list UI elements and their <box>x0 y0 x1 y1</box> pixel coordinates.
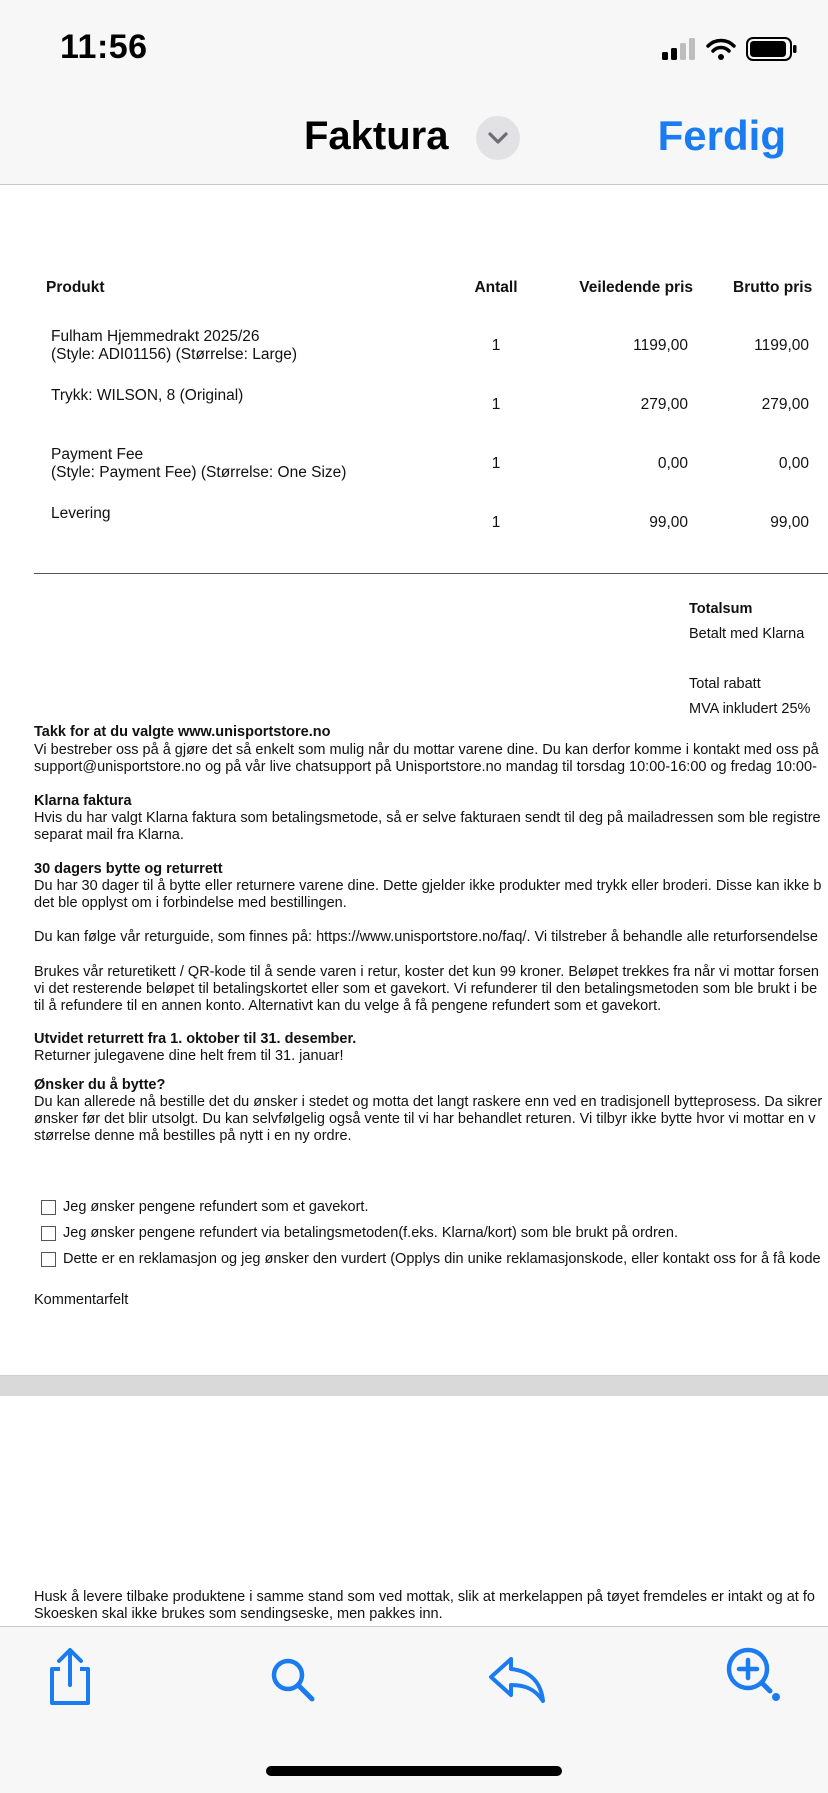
header-product: Produkt <box>46 279 105 296</box>
row-list-price: 279,00 <box>640 396 688 413</box>
signal-icon <box>662 38 696 60</box>
row-product: Payment Fee <box>51 446 144 463</box>
section-text: separat mail fra Klarna. <box>34 827 184 843</box>
section-text: Du har 30 dager til å bytte eller returnere varene dine. Dette gjelder ikke produkter med trykk eller broderi. Disse kan ikke b <box>34 878 822 894</box>
nav-title[interactable]: Faktura <box>304 114 449 158</box>
option-label: Dette er en reklamasjon og jeg ønsker den vurdert (Opplys din unike reklamasjonskode, eller kontakt oss for å få kode <box>63 1251 821 1267</box>
search-icon <box>268 1655 316 1703</box>
section-text: til å refundere til en annen konto. Alternativt kan du velge å få pengene refundert som et gavekort. <box>34 998 662 1014</box>
wifi-icon <box>706 38 736 60</box>
total-label: Totalsum <box>689 601 753 617</box>
row-gross-price: 99,00 <box>770 514 809 531</box>
row-product: Fulham Hjemmedrakt 2025/26 <box>51 328 260 345</box>
complaint-checkbox[interactable] <box>41 1252 56 1267</box>
row-product: Levering <box>51 505 111 522</box>
row-qty: 1 <box>491 337 501 354</box>
invoice-page-2[interactable] <box>0 1396 828 1626</box>
refund-payment-method-checkbox[interactable] <box>41 1226 56 1241</box>
section-text: det ble opplyst om i forbindelse med bestillingen. <box>34 895 347 911</box>
status-bar <box>0 0 828 100</box>
section-text: vi det resterende beløpet til betalingskortet eller som et gavekort. Vi refunderer til den betalingsmetoden som ble brukt i be <box>34 981 818 997</box>
row-qty: 1 <box>491 396 501 413</box>
page-separator <box>0 1375 828 1397</box>
reply-button[interactable] <box>487 1649 547 1709</box>
row-qty: 1 <box>491 514 501 531</box>
invoice-page[interactable] <box>0 185 828 1375</box>
row-product: Trykk: WILSON, 8 (Original) <box>51 387 244 404</box>
search-button[interactable] <box>262 1649 322 1709</box>
title-menu-button[interactable] <box>476 116 520 160</box>
row-gross-price: 1199,00 <box>754 337 809 354</box>
header-gross-price: Brutto pris <box>733 279 813 296</box>
section-title: Utvidet returrett fra 1. oktober til 31. desember. <box>34 1031 357 1047</box>
vat-label: MVA inkludert 25% <box>689 701 811 717</box>
page2-text: Skoesken skal ikke brukes som sendingseske, men pakkes inn. <box>34 1606 443 1622</box>
option-label: Jeg ønsker pengene refundert som et gavekort. <box>63 1199 369 1215</box>
paid-with-label: Betalt med Klarna <box>689 626 805 642</box>
chevron-down-icon <box>487 131 509 145</box>
section-title: Klarna faktura <box>34 793 132 809</box>
row-gross-price: 279,00 <box>761 396 809 413</box>
section-text: ønsker før det blir utsolgt. Du kan selvfølgelig også vente til vi har behandlet returen. Vi tilbyr ikke bytte hvor vi mottar en v <box>34 1111 816 1127</box>
navigation-bar <box>0 100 828 185</box>
section-text: Du kan følge vår returguide, som finnes på: https://www.unisportstore.no/faq/. Vi tilstreber å behandle alle returforsendelse <box>34 929 818 945</box>
section-text: Hvis du har valgt Klarna faktura som betalingsmetode, så er selve fakturaen sendt til deg på mailadressen som ble registre <box>34 810 821 826</box>
share-button[interactable] <box>40 1647 100 1707</box>
comment-label: Kommentarfelt <box>34 1292 129 1308</box>
status-time: 11:56 <box>60 28 148 66</box>
row-list-price: 1199,00 <box>633 337 688 354</box>
section-text: Du kan allerede nå bestille det du ønsker i stedet og motta det langt raskere enn ved en tradisjonell bytteprosess. Da sikrer <box>34 1094 823 1110</box>
home-indicator[interactable] <box>266 1766 562 1776</box>
status-icons <box>662 34 798 64</box>
share-icon <box>44 1647 96 1707</box>
section-title: Takk for at du valgte www.unisportstore.no <box>34 724 331 740</box>
header-quantity: Antall <box>474 279 518 296</box>
section-title: Ønsker du å bytte? <box>34 1077 166 1093</box>
markup-icon <box>722 1643 782 1703</box>
row-list-price: 99,00 <box>649 514 688 531</box>
reply-icon <box>487 1653 547 1705</box>
row-qty: 1 <box>491 455 501 472</box>
markup-button[interactable] <box>722 1643 782 1703</box>
done-button[interactable]: Ferdig <box>657 112 786 159</box>
row-product-detail: (Style: Payment Fee) (Størrelse: One Size) <box>51 464 347 481</box>
section-text: størrelse denne må bestilles på nytt i en ny ordre. <box>34 1128 352 1144</box>
option-label: Jeg ønsker pengene refundert via betalingsmetoden(f.eks. Klarna/kort) som ble brukt på ordren. <box>63 1225 678 1241</box>
refund-giftcard-checkbox[interactable] <box>41 1200 56 1215</box>
table-divider <box>34 573 828 574</box>
section-text: Returner julegavene dine helt frem til 31. januar! <box>34 1048 344 1064</box>
header-list-price: Veiledende pris <box>579 279 693 296</box>
page2-text: Husk å levere tilbake produktene i samme stand som ved mottak, slik at merkelappen på tøyet fremdeles er intakt og at fo <box>34 1589 815 1605</box>
section-text: Vi bestreber oss på å gjøre det så enkelt som mulig når du mottar varene dine. Du kan derfor komme i kontakt med oss på <box>34 742 819 758</box>
row-product-detail: (Style: ADI01156) (Størrelse: Large) <box>51 346 298 363</box>
battery-icon <box>746 37 798 61</box>
section-text: Brukes vår returetikett / QR-kode til å sende varen i retur, koster det kun 99 kroner. Beløpet trekkes fra når vi mottar forsen <box>34 964 819 980</box>
row-gross-price: 0,00 <box>778 455 809 472</box>
discount-label: Total rabatt <box>689 676 761 692</box>
section-text: support@unisportstore.no og på vår live chatsupport på Unisportstore.no mandag til torsdag 10:00-16:00 og fredag 10:00- <box>34 759 817 775</box>
section-title: 30 dagers bytte og returrett <box>34 861 223 877</box>
row-list-price: 0,00 <box>657 455 688 472</box>
